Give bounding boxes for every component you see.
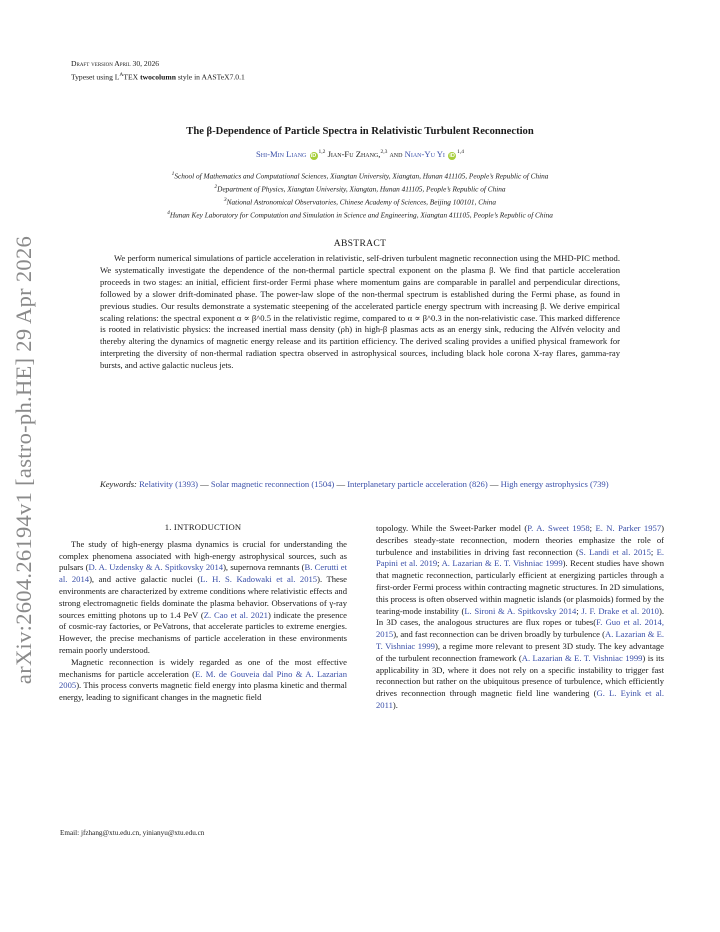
header-meta — [71, 59, 245, 83]
keywords: Keywords: Relativity (1393) — Solar magnetic reconnection (1504) — Interplanetary particle acceleration (826) — High energy astrophysics (739) — [100, 479, 609, 489]
affiliation: $^1$School of Mathematics and Computational Sciences, Xiangtan University, Xiangtan, Hunan 411105, People’s Republic of China — [171, 171, 549, 181]
draft-version: Draft version April 30, 2026 — [71, 59, 160, 68]
arxiv-stamp — [4, 230, 44, 690]
orcid-icon[interactable]: iD — [449, 153, 455, 159]
citation-link[interactable]: A. Lazarian & E. T. Vishniac 1999 — [441, 558, 563, 569]
citation-link[interactable]: L. H. S. Kadowaki et al. 2015 — [200, 574, 318, 585]
citation-link[interactable]: E. M. de Gouveia dal Pino & A. Lazarian 2005 — [59, 668, 347, 691]
citation-link[interactable]: G. L. Eyink et al. 2011 — [376, 688, 664, 710]
citation-link[interactable]: E. Papini et al. 2019 — [376, 546, 665, 569]
author-conjunction: and — [389, 149, 403, 159]
abstract-text: We perform numerical simulations of particle acceleration in relativistic, self-driven turbulent magnetic reconnection using the MHD-PIC method. We systematically investigate the dependence of the non-thermal particle spectral exponent on the plasma β. We find that particle acceleration proceeds in two stages: an initial, efficient first-order Fermi phase where momentum gains are comparable in parallel and perpendicular directions, followed by a slower drift-dominated phase. The power-law slope of the non-thermal spectrum is established during the Fermi phase, as found in previous studies. Our results demonstrate a systematic steepening of the accelerated particle energy spectrum with increasing β. We derive empirical scaling relations: the spectral exponent α ∝ β^0.5 in the relativistic regime, compared to α ∝ β^0.3 in the non-relativistic case. This marked difference is rooted in relativistic physics: the increased inertial mass density (ρh) in high-β plasmas acts as an energy sink, reducing the Alfvén velocity and thereby altering the dynamics of magnetic energy release and its partition efficiency. The derived scaling provides a unified physical framework for interpreting the diversity of non-thermal radiation spectra observed in astrophysical sources, including black hole corona X-ray flares, gamma-ray bursts, and active galactic nucleus jets. — [100, 253, 620, 371]
author-name[interactable]: Nian-Yu Yi — [404, 149, 445, 159]
affiliations — [60, 169, 660, 221]
citation-link[interactable]: B. Cerutti et al. 2014 — [59, 562, 347, 585]
section-heading: 1. INTRODUCTION — [164, 522, 242, 532]
abstract-heading: ABSTRACT — [333, 238, 387, 249]
arxiv-stamp-text: arXiv:2604.26194v1 [astro-ph.HE] 29 Apr 2026 — [11, 235, 37, 685]
keyword-link[interactable]: Solar magnetic reconnection (1504) — [210, 479, 335, 489]
citation-link[interactable]: L. Sironi & A. Spitkovsky 2014 — [464, 605, 577, 616]
paragraph: The study of high-energy plasma dynamics is crucial for understanding the complex phenomena associated with high-energy astrophysical sources, such as pulsars (D. A. Uzdensky & A. Spitkovsky 2014), supernova remnants (B. Cerutti et al. 2014), and active galactic nuclei (L. H. S. Kadowaki et al. 2015). These environments are characterized by extreme conditions where relativistic effects and strong electromagnetic fields dominate the plasma behavior. Observations of γ-ray sources emitting photons up to 1.4 PeV (Z. Cao et al. 2021) indicate the presence of cosmic-ray factories, or PeVatrons, that accelerate particles to extreme energies. However, the precise mechanisms of particle acceleration in these environments remain poorly understood. — [59, 538, 347, 655]
citation-link[interactable]: P. A. Sweet 1958 — [527, 523, 590, 533]
citation-link[interactable]: D. A. Uzdensky & A. Spitkovsky 2014 — [88, 562, 224, 573]
paragraph: Magnetic reconnection is widely regarded as one of the most effective mechanisms for particle acceleration (E. M. de Gouveia dal Pino & A. Lazarian 2005). This process converts magnetic field energy into plasma kinetic and thermal energy, leading to significant changes in the magnetic field — [59, 656, 347, 703]
citation-link[interactable]: E. N. Parker 1957 — [595, 523, 662, 533]
citation-link[interactable]: A. Lazarian & E. T. Vishniac 1999 — [376, 629, 665, 651]
citation-link[interactable]: A. Lazarian & E. T. Vishniac 1999 — [521, 652, 643, 663]
citation-link[interactable]: Z. Cao et al. 2021 — [203, 609, 268, 620]
keyword-link[interactable]: Interplanetary particle acceleration (826) — [347, 479, 488, 489]
affiliation: $^4$Hunan Key Laboratory for Computation and Simulation in Science and Engineering, Xiangtan 411105, People’s Republic of China — [167, 210, 553, 220]
citation-link[interactable]: F. Guo et al. 2014, 2015 — [376, 617, 664, 640]
typeset-line: Typeset using $L^ATEX$ twocolumn style in AASTeX7.0.1 — [71, 71, 245, 82]
keywords-label: Keywords: — [100, 479, 137, 489]
paper-title: The β-Dependence of Particle Spectra in Relativistic Turbulent Reconnection — [186, 126, 534, 137]
paragraph: topology. While the Sweet-Parker model (P. A. Sweet 1958; E. N. Parker 1957) describes steady-state reconnection, modern theories emphasize the role of turbulence and instabilities in driving fast reconnection (S. Landi et al. 2015; E. Papini et al. 2019; A. Lazarian & E. T. Vishniac 1999). Recent studies have shown that magnetic reconnection, particularly efficient at energizing particles through a first-order Fermi process within contracting magnetic structures. In 2D simulations, this process is often observed within magnetic islands (or plasmoids) formed by the tearing-mode instability (L. Sironi & A. Spitkovsky 2014; J. F. Drake et al. 2010). In 3D cases, the analogous structures are flux ropes or tubes(F. Guo et al. 2014, 2015), and fast reconnection can be driven broadly by turbulence (A. Lazarian & E. T. Vishniac 1999), a regime more relevant to present 3D study. The key advantage of the turbulent reconnection framework (A. Lazarian & E. T. Vishniac 1999) is its applicability in 3D, where it does not rely on a specific instability to trigger fast reconnection but rather on the ubiquitous presence of turbulence, which efficiently drives reconnection through magnetic field line wandering (G. L. Eyink et al. 2011). — [376, 523, 665, 710]
keyword-link[interactable]: High energy astrophysics (739) — [500, 479, 609, 489]
email-footnote: Email: jfzhang@xtu.edu.cn, yinianyu@xtu.edu.cn — [60, 829, 205, 837]
right-column — [376, 523, 664, 712]
citation-link[interactable]: J. F. Drake et al. 2010 — [581, 605, 659, 616]
citation-link[interactable]: S. Landi et al. 2015 — [578, 546, 651, 557]
left-column — [59, 522, 347, 704]
author-name[interactable]: Shi-Min Liang — [256, 149, 307, 159]
author-list: Shi-Min Liang iD$^{1,2}$ Jian-Fu Zhang,$^{2,3}$ and Nian-Yu Yi iD$^{1,4}$ — [256, 149, 464, 159]
affiliation: $^3$National Astronomical Observatories, Chinese Academy of Sciences, Beijing 100101, China — [223, 197, 497, 207]
author-name: Jian-Fu Zhang, — [327, 149, 381, 159]
keyword-link[interactable]: Relativity (1393) — [139, 479, 199, 489]
orcid-icon[interactable]: iD — [310, 153, 317, 159]
affiliation: $^2$Department of Physics, Xiangtan University, Xiangtan, Hunan 411105, People’s Republic of China — [214, 184, 506, 194]
